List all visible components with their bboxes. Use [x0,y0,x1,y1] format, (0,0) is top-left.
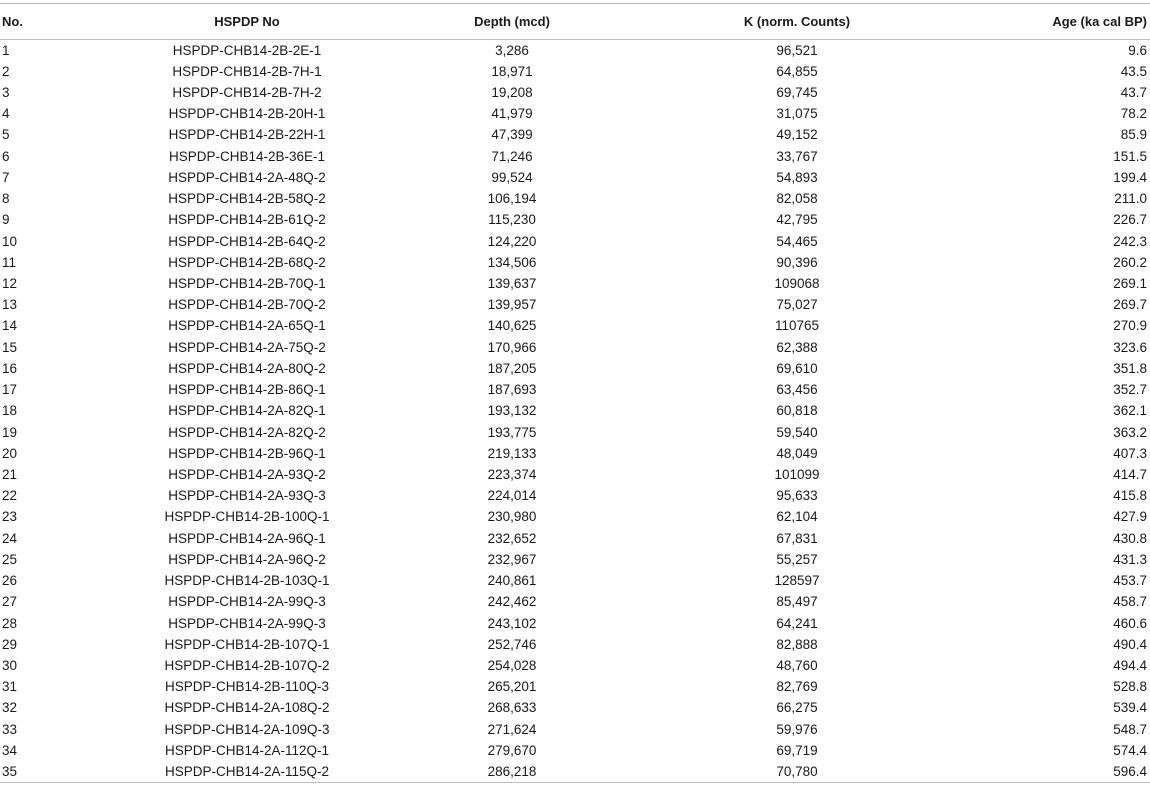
table-row [0,549,1150,570]
table-row [0,358,1150,379]
cell-hspdp-no: HSPDP-CHB14-2A-65Q-1 [168,318,326,334]
table-row [0,740,1150,761]
cell-depth: 187,693 [487,382,537,398]
cell-no: 27 [2,594,18,610]
cell-k-counts: 90,396 [776,254,818,270]
cell-no: 29 [2,636,18,652]
cell-no: 1 [2,42,10,58]
cell-no: 6 [2,148,10,164]
cell-no: 32 [2,700,18,716]
cell-hspdp-no: HSPDP-CHB14-2A-108Q-2 [164,700,330,716]
cell-hspdp-no: HSPDP-CHB14-2B-2E-1 [172,42,322,58]
cell-depth: 71,246 [491,148,533,164]
cell-no: 34 [2,742,18,758]
cell-age: 199.4 [1113,169,1147,185]
cell-no: 15 [2,339,18,355]
column-header-k: K (norm. Counts) [632,4,962,40]
cell-depth: 193,132 [487,403,537,419]
cell-k-counts: 70,780 [632,761,962,782]
cell-hspdp-no: HSPDP-CHB14-2B-103Q-1 [164,573,330,589]
cell-no: 5 [2,127,10,143]
cell-age: 494.4 [1113,657,1147,673]
cell-depth: 265,201 [487,679,537,695]
cell-depth: 254,028 [487,657,537,673]
cell-depth: 223,374 [487,466,537,482]
cell-depth: 106,194 [487,191,537,207]
cell-k-counts: 54,893 [776,169,818,185]
cell-no: 25 [2,551,18,567]
cell-no: 22 [2,488,18,504]
table-row [0,464,1150,485]
cell-hspdp-no: HSPDP-CHB14-2A-115Q-2 [102,761,392,782]
cell-hspdp-no: HSPDP-CHB14-2B-70Q-2 [168,297,326,313]
cell-age: 431.3 [1113,551,1147,567]
cell-age: 269.7 [1113,297,1147,313]
cell-no: 12 [2,276,18,292]
cell-hspdp-no: HSPDP-CHB14-2A-82Q-1 [168,403,326,419]
table-row [0,612,1150,633]
cell-k-counts: 85,497 [776,594,818,610]
cell-k-counts: 64,855 [776,63,818,79]
cell-hspdp-no: HSPDP-CHB14-2A-96Q-2 [168,551,326,567]
cell-no: 30 [2,657,18,673]
table-row [0,294,1150,315]
cell-depth: 268,633 [487,700,537,716]
cell-hspdp-no: HSPDP-CHB14-2A-99Q-3 [168,615,326,631]
cell-no: 3 [2,85,10,101]
cell-age: 352.7 [1113,382,1147,398]
cell-depth: 232,652 [487,530,537,546]
cell-no: 4 [2,106,10,122]
cell-hspdp-no: HSPDP-CHB14-2B-107Q-2 [164,657,330,673]
cell-hspdp-no: HSPDP-CHB14-2A-112Q-1 [164,742,330,758]
cell-hspdp-no: HSPDP-CHB14-2A-93Q-2 [168,466,326,482]
cell-depth: 286,218 [392,761,632,782]
cell-age: 211.0 [1114,191,1147,207]
cell-hspdp-no: HSPDP-CHB14-2A-82Q-2 [168,424,326,440]
cell-age: 490.4 [1113,636,1147,652]
cell-hspdp-no: HSPDP-CHB14-2B-70Q-1 [168,276,326,292]
table-header [0,4,1150,40]
cell-k-counts: 49,152 [776,127,818,143]
table-row [0,167,1150,188]
cell-hspdp-no: HSPDP-CHB14-2B-107Q-1 [164,636,330,652]
table-row [0,655,1150,676]
table-row [0,570,1150,591]
table-row [0,252,1150,273]
cell-depth: 3,286 [495,42,529,58]
cell-k-counts: 109068 [774,276,820,292]
column-header-depth: Depth (mcd) [392,4,632,40]
header-row [0,4,1150,40]
cell-hspdp-no: HSPDP-CHB14-2A-96Q-1 [168,530,326,546]
table-row [0,443,1150,464]
table-row [0,337,1150,358]
cell-age: 415.8 [1113,488,1147,504]
cell-depth: 170,966 [487,339,537,355]
cell-k-counts: 62,104 [776,509,818,525]
data-table [0,3,1150,783]
cell-age: 548.7 [1113,721,1147,737]
table-row [0,591,1150,612]
cell-hspdp-no: HSPDP-CHB14-2B-7H-2 [172,85,322,101]
cell-no: 13 [2,297,18,313]
table-row [0,697,1150,718]
cell-hspdp-no: HSPDP-CHB14-2B-58Q-2 [168,191,326,207]
cell-depth: 41,979 [491,106,533,122]
cell-k-counts: 64,241 [776,615,818,631]
cell-hspdp-no: HSPDP-CHB14-2A-109Q-3 [164,721,330,737]
cell-hspdp-no: HSPDP-CHB14-2B-7H-1 [172,63,322,79]
cell-no: 9 [2,212,10,228]
cell-no: 11 [2,254,17,270]
cell-depth: 279,670 [487,742,537,758]
cell-age: 43.5 [1120,63,1147,79]
cell-k-counts: 96,521 [776,42,818,58]
cell-no: 33 [2,721,18,737]
cell-k-counts: 63,456 [776,382,818,398]
cell-k-counts: 62,388 [776,339,818,355]
cell-hspdp-no: HSPDP-CHB14-2B-36E-1 [168,148,326,164]
cell-hspdp-no: HSPDP-CHB14-2A-75Q-2 [168,339,326,355]
cell-k-counts: 55,257 [776,551,818,567]
cell-age: 458.7 [1113,594,1147,610]
cell-depth: 230,980 [487,509,537,525]
cell-age: 78.2 [1120,106,1147,122]
cell-depth: 219,133 [487,445,537,461]
cell-no: 8 [2,191,10,207]
table-row [0,506,1150,527]
cell-k-counts: 59,976 [776,721,818,737]
cell-depth: 139,957 [487,297,537,313]
table-row [0,61,1150,82]
cell-k-counts: 31,075 [776,106,818,122]
table-row [0,273,1150,294]
cell-age: 539.4 [1113,700,1147,716]
cell-age: 528.8 [1113,679,1147,695]
cell-k-counts: 42,795 [776,212,818,228]
table-row [0,485,1150,506]
cell-k-counts: 33,767 [776,148,818,164]
cell-age: 574.4 [1113,742,1147,758]
cell-age: 151.5 [1113,148,1147,164]
cell-hspdp-no: HSPDP-CHB14-2B-20H-1 [168,106,326,122]
cell-hspdp-no: HSPDP-CHB14-2A-80Q-2 [168,360,326,376]
cell-hspdp-no: HSPDP-CHB14-2A-99Q-3 [168,594,326,610]
cell-no: 35 [0,761,102,782]
table-row [0,421,1150,442]
cell-hspdp-no: HSPDP-CHB14-2B-22H-1 [168,127,326,143]
cell-depth: 187,205 [487,360,537,376]
cell-k-counts: 82,769 [776,679,818,695]
cell-age: 43.7 [1120,85,1147,101]
table-row [0,634,1150,655]
cell-hspdp-no: HSPDP-CHB14-2B-86Q-1 [168,382,326,398]
cell-age: 269.1 [1113,276,1147,292]
table-row [0,719,1150,740]
cell-k-counts: 82,888 [776,636,818,652]
cell-k-counts: 101099 [774,466,820,482]
cell-depth: 243,102 [487,615,537,631]
cell-hspdp-no: HSPDP-CHB14-2A-48Q-2 [168,169,326,185]
cell-k-counts: 54,465 [776,233,818,249]
cell-k-counts: 67,831 [776,530,818,546]
table-row [0,82,1150,103]
table-row [0,676,1150,697]
cell-age: 363.2 [1113,424,1147,440]
cell-depth: 124,220 [487,233,537,249]
cell-age: 85.9 [1120,127,1147,143]
cell-age: 430.8 [1113,530,1147,546]
cell-no: 31 [2,679,18,695]
cell-age: 414.7 [1113,466,1147,482]
cell-age: 226.7 [1113,212,1147,228]
column-header-hspdp-no: HSPDP No [102,4,392,40]
table-row [0,188,1150,209]
cell-depth: 252,746 [487,636,537,652]
cell-no: 28 [2,615,18,631]
cell-age: 242.3 [1113,233,1147,249]
cell-k-counts: 60,818 [776,403,818,419]
cell-k-counts: 69,745 [776,85,818,101]
cell-no: 14 [2,318,18,334]
cell-depth: 19,208 [491,85,533,101]
cell-k-counts: 82,058 [776,191,818,207]
cell-no: 18 [2,403,18,419]
cell-depth: 140,625 [487,318,537,334]
cell-no: 26 [2,573,18,589]
table-row [0,528,1150,549]
cell-no: 21 [2,466,18,482]
cell-depth: 139,637 [487,276,537,292]
cell-no: 24 [2,530,18,546]
cell-depth: 271,624 [487,721,537,737]
cell-depth: 134,506 [487,254,537,270]
table-row [0,40,1150,61]
cell-hspdp-no: HSPDP-CHB14-2B-61Q-2 [168,212,326,228]
cell-no: 16 [2,360,18,376]
cell-no: 7 [2,169,10,185]
cell-age: 260.2 [1113,254,1147,270]
cell-k-counts: 48,760 [776,657,818,673]
cell-depth: 115,230 [488,212,536,228]
cell-k-counts: 59,540 [776,424,818,440]
cell-age: 453.7 [1113,573,1147,589]
cell-hspdp-no: HSPDP-CHB14-2B-68Q-2 [168,254,326,270]
table-row [0,315,1150,336]
cell-hspdp-no: HSPDP-CHB14-2B-64Q-2 [168,233,326,249]
cell-hspdp-no: HSPDP-CHB14-2A-93Q-3 [168,488,326,504]
cell-age: 9.6 [1128,42,1147,58]
table-row [0,761,1150,782]
cell-age: 362.1 [1113,403,1147,419]
cell-k-counts: 110765 [774,318,820,334]
cell-depth: 99,524 [491,169,533,185]
table-row [0,103,1150,124]
column-header-no: No. [0,4,102,40]
cell-depth: 47,399 [491,127,533,143]
cell-age: 460.6 [1113,615,1147,631]
cell-k-counts: 69,610 [776,360,818,376]
cell-age: 323.6 [1113,339,1147,355]
cell-no: 10 [2,233,18,249]
column-header-age: Age (ka cal BP) [962,4,1150,40]
cell-depth: 240,861 [487,573,537,589]
cell-depth: 193,775 [487,424,537,440]
table-row [0,124,1150,145]
table-body [0,40,1150,783]
table-row [0,146,1150,167]
table-row [0,230,1150,251]
cell-k-counts: 95,633 [776,488,818,504]
cell-hspdp-no: HSPDP-CHB14-2B-96Q-1 [168,445,326,461]
cell-depth: 242,462 [487,594,537,610]
cell-k-counts: 128597 [774,573,820,589]
cell-depth: 224,014 [487,488,537,504]
cell-depth: 232,967 [487,551,537,567]
cell-no: 2 [2,63,10,79]
cell-k-counts: 48,049 [776,445,818,461]
cell-age: 407.3 [1113,445,1147,461]
table-row [0,379,1150,400]
cell-age: 427.9 [1113,509,1147,525]
cell-k-counts: 69,719 [776,742,818,758]
cell-age: 270.9 [1113,318,1147,334]
table-row [0,400,1150,421]
cell-hspdp-no: HSPDP-CHB14-2B-110Q-3 [164,679,330,695]
cell-no: 23 [2,509,18,525]
cell-k-counts: 66,275 [776,700,818,716]
cell-k-counts: 75,027 [776,297,818,313]
cell-no: 20 [2,445,18,461]
cell-hspdp-no: HSPDP-CHB14-2B-100Q-1 [164,509,330,525]
cell-age: 351.8 [1113,360,1147,376]
table-row [0,209,1150,230]
cell-no: 19 [2,424,18,440]
cell-age: 596.4 [962,761,1150,782]
cell-no: 17 [2,382,18,398]
cell-depth: 18,971 [491,63,533,79]
